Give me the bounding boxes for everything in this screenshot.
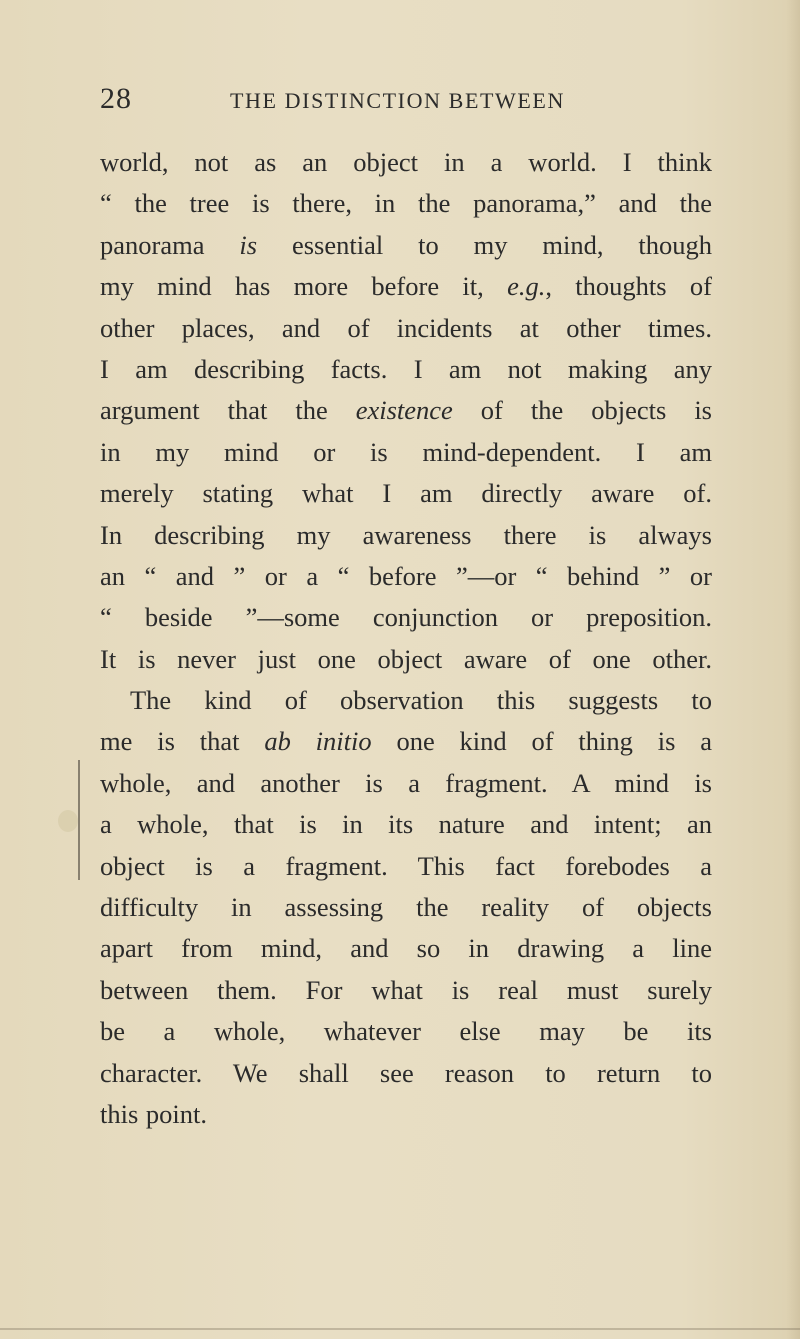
text-line: “ the tree is there, in the panorama,” and the	[100, 188, 712, 219]
text-line: world, not as an object in a world. I think	[100, 147, 712, 177]
text-span: argument that the	[100, 395, 356, 426]
text-line: apart from mind, and so in drawing a line	[100, 933, 712, 964]
text-line: merely stating what I am directly aware of.	[100, 478, 712, 509]
text-line: between them. For what is real must surely	[100, 974, 712, 1005]
text-line-paragraph-start: The kind of observation this suggests to	[130, 685, 712, 716]
text-line	[100, 266, 712, 307]
text-span: my mind has more before it,	[100, 271, 508, 302]
text-line	[100, 721, 712, 762]
text-line: whole, and another is a fragment. A mind is	[100, 767, 712, 798]
italic-word: ab initio	[264, 726, 372, 757]
text-line: an “ and ” or a “ before ”—or “ behind ” or	[100, 560, 712, 591]
text-span: , thoughts of	[545, 271, 712, 302]
text-span: essential to my mind, though	[257, 229, 712, 260]
body-text	[100, 142, 712, 1135]
text-span: me is that	[100, 726, 265, 757]
text-line	[100, 225, 712, 266]
margin-pencil-mark	[78, 760, 84, 880]
text-line: a whole, that is in its nature and intent; an	[100, 809, 712, 840]
italic-word: e.g.	[507, 271, 546, 302]
text-line	[100, 390, 712, 431]
text-line: other places, and of incidents at other times.	[100, 312, 712, 343]
text-line: I am describing facts. I am not making any	[100, 353, 712, 384]
text-line: “ beside ”—some conjunction or preposition.	[100, 602, 712, 633]
running-head: THE DISTINCTION BETWEEN	[230, 88, 565, 113]
text-line: object is a fragment. This fact forebodes a	[100, 850, 712, 881]
text-line: in my mind or is mind-dependent. I am	[100, 436, 712, 467]
text-line: character. We shall see reason to return to	[100, 1057, 712, 1088]
page-header	[100, 82, 720, 122]
margin-smudge	[58, 810, 78, 832]
text-span: one kind of thing is a	[371, 726, 712, 757]
italic-word: is	[239, 229, 258, 260]
text-line-last: this point.	[100, 1098, 208, 1129]
text-span: of the objects is	[452, 395, 712, 426]
page-number: 28	[100, 82, 132, 115]
page-edge-shadow	[786, 0, 800, 1339]
text-line: be a whole, whatever else may be its	[100, 1016, 712, 1047]
text-line: difficulty in assessing the reality of objects	[100, 892, 712, 923]
text-line: It is never just one object aware of one other.	[100, 643, 712, 674]
text-span: panorama	[100, 229, 240, 260]
italic-word: existence	[355, 395, 453, 426]
bottom-rule	[0, 1328, 800, 1330]
text-line: In describing my awareness there is always	[100, 519, 712, 550]
